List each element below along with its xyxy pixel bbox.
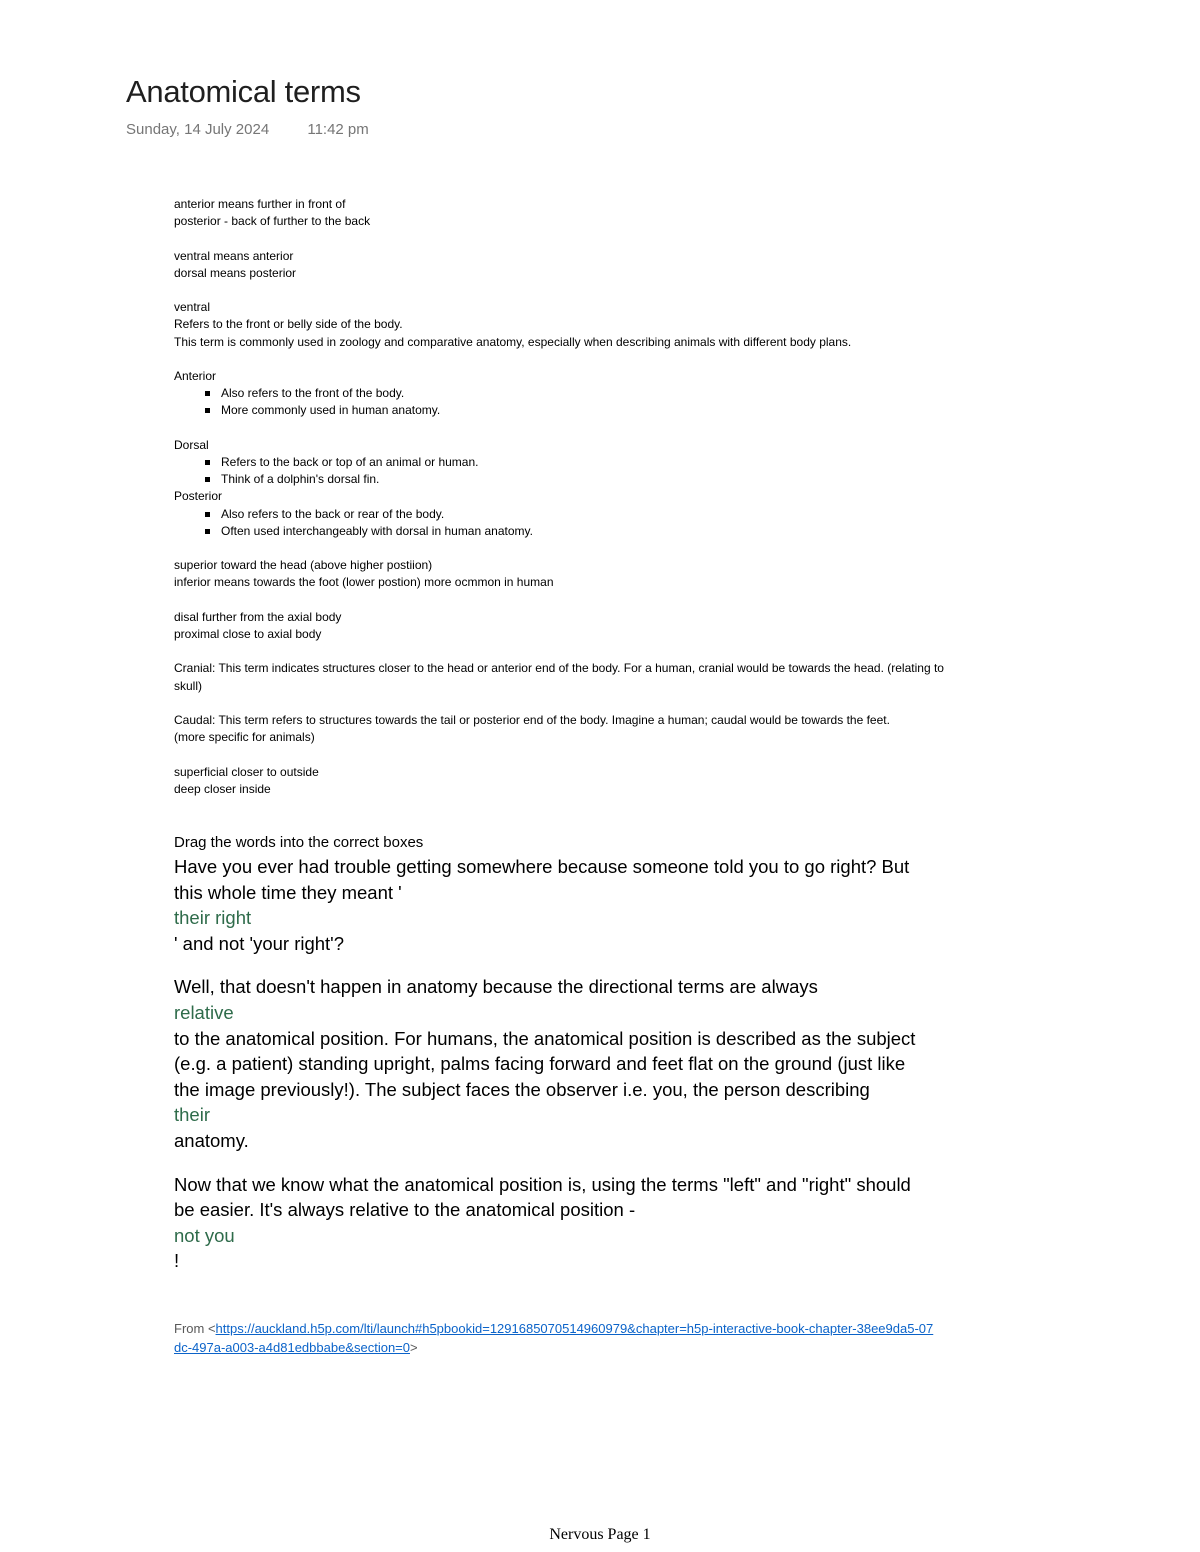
source-prefix: From < (174, 1321, 216, 1336)
note-line: disal further from the axial body (174, 609, 342, 624)
note-line: inferior means towards the foot (lower postion) more ocmmon in human (174, 575, 554, 590)
note-caudal: Caudal: This term refers to structures towards the tail or posterior end of the body. Imagine a human; caudal would be towards the feet. (174, 712, 890, 727)
story-text: Have you ever had trouble getting somewhere because someone told you to go right? But this whole time they meant ' (174, 856, 910, 903)
list-item: Think of a dolphin's dorsal fin. (221, 471, 954, 488)
note-caudal-extra: (more specific for animals) (174, 730, 315, 745)
note-line: proximal close to axial body (174, 626, 322, 641)
note-line: ventral (174, 300, 211, 315)
list-item: Refers to the back or top of an animal or human. (221, 454, 954, 471)
bullet-list-anterior (174, 385, 954, 419)
source-citation (174, 1319, 934, 1357)
note-line: Refers to the front or belly side of the body. (174, 317, 403, 332)
note-line: superior toward the head (above higher postiion) (174, 558, 433, 573)
story-text: Now that we know what the anatomical position is, using the terms "left" and "right" should be easier. It's always relative to the anatomical position - (174, 1173, 911, 1221)
answer-word: their (174, 1104, 210, 1126)
drag-heading: Drag the words into the correct boxes (174, 834, 424, 851)
bullet-list-posterior (174, 506, 954, 540)
note-line: posterior - back of further to the back (174, 214, 371, 229)
page-title: Anatomical terms (126, 74, 361, 109)
page-time: 11:42 pm (307, 121, 369, 138)
list-item: Often used interchangeably with dorsal in human anatomy. (221, 523, 954, 540)
story-text: ' and not 'your right'? (174, 932, 345, 954)
answer-word: not you (174, 1224, 235, 1246)
list-item: Also refers to the front of the body. (221, 385, 954, 402)
note-line: dorsal means posterior (174, 265, 297, 280)
notes-block[interactable] (174, 196, 954, 798)
list-item: Also refers to the back or rear of the body. (221, 506, 954, 523)
note-line: ventral means anterior (174, 248, 294, 263)
source-link[interactable]: https://auckland.h5p.com/lti/launch#h5pbookid=1291685070514960979&chapter=h5p-interactive-book-chapter-38ee9da5-07dc-497a-a003-a4d81edbbabe&section=0 (174, 1321, 934, 1355)
source-suffix: > (410, 1340, 418, 1355)
note-heading-posterior: Posterior (174, 489, 223, 504)
story-text: ! (174, 1250, 180, 1272)
note-heading-dorsal: Dorsal (174, 437, 209, 452)
note-cranial: Cranial: This term indicates structures closer to the head or anterior end of the body. For a human, cranial would be towards the head. (relating to skull) (174, 661, 944, 693)
story-text: Well, that doesn't happen in anatomy because the directional terms are always (174, 976, 818, 998)
bullet-list-dorsal (174, 454, 954, 488)
answer-word: their right (174, 907, 252, 929)
story-text: to the anatomical position. For humans, the anatomical position is described as the subject (e.g. a patient) standing upright, palms facing forward and feet flat on the ground (just like the image previously!). The subject faces the observer i.e. you, the person describing (174, 1027, 916, 1100)
note-line: superficial closer to outside (174, 764, 319, 779)
story-text: anatomy. (174, 1129, 249, 1151)
page-footer: Nervous Page 1 (549, 1526, 651, 1543)
answer-word: relative (174, 1001, 234, 1023)
note-line: anterior means further in front of (174, 197, 346, 211)
note-heading-anterior: Anterior (174, 368, 217, 383)
exercise-text[interactable] (174, 854, 934, 1274)
note-line: This term is commonly used in zoology and comparative anatomy, especially when describing animals with different body plans. (174, 334, 852, 349)
page-date: Sunday, 14 July 2024 (126, 121, 270, 138)
page-meta (126, 121, 369, 138)
list-item: More commonly used in human anatomy. (221, 402, 954, 419)
note-line: deep closer inside (174, 781, 271, 796)
